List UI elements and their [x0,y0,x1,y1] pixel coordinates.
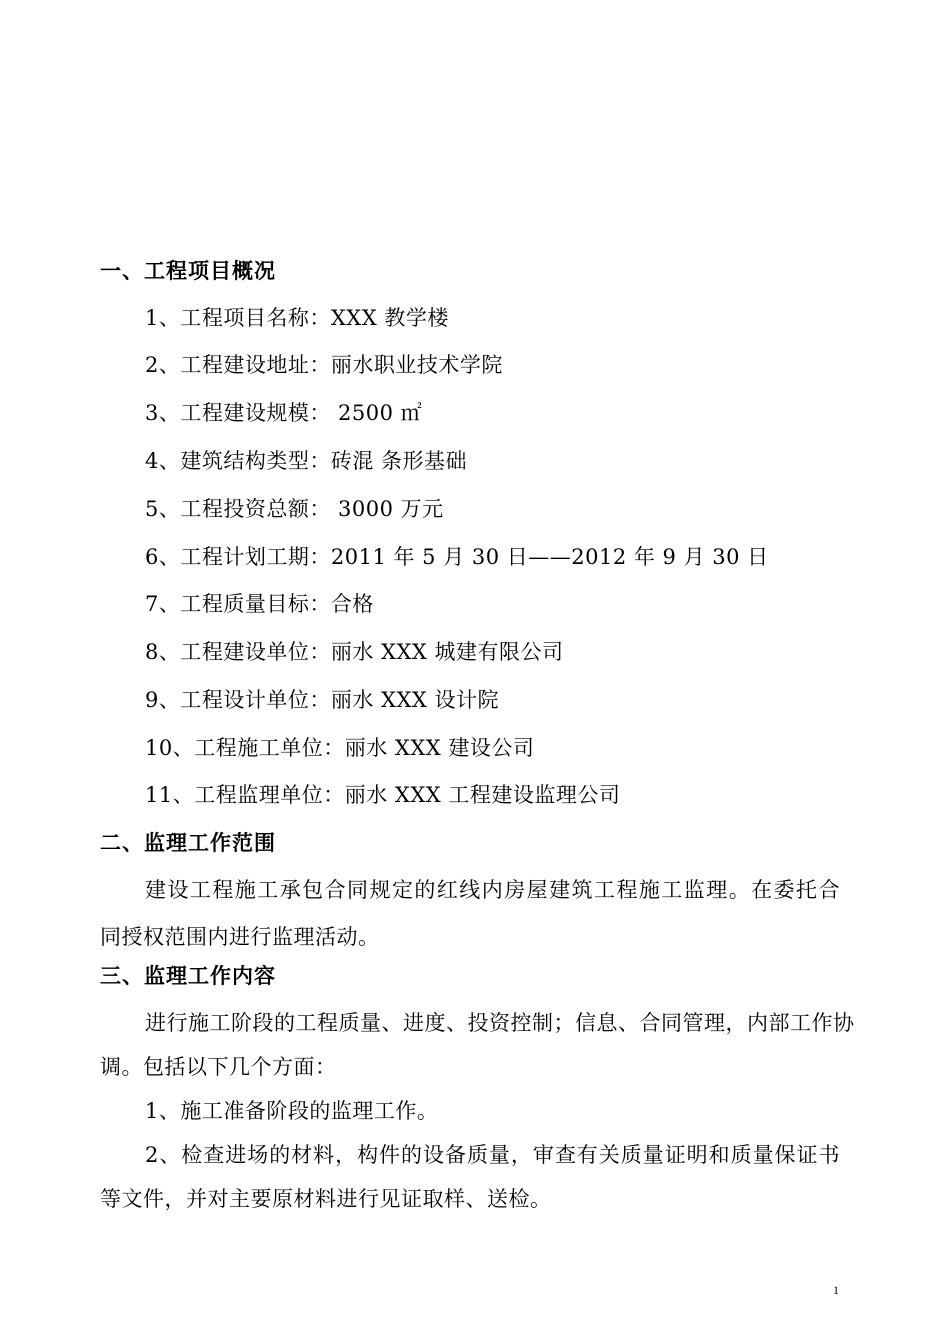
project-item-owner: 8、工程建设单位：丽水 XXX 城建有限公司 [145,640,564,664]
project-item-name: 1、工程项目名称：XXX 教学楼 [145,306,449,330]
project-item-investment: 5、工程投资总额： 3000 万元 [145,497,444,521]
project-item-schedule: 6、工程计划工期：2011 年 5 月 30 日——2012 年 9 月 30 日 [145,545,769,569]
content-item-1: 1、施工准备阶段的监理工作。 [145,1099,439,1123]
project-item-designer: 9、工程设计单位：丽水 XXX 设计院 [145,688,500,712]
page-number: 1 [833,1283,839,1297]
section-heading-supervision-content: 三、监理工作内容 [100,964,276,988]
project-item-supervisor: 11、工程监理单位：丽水 XXX 工程建设监理公司 [145,783,621,807]
project-item-address: 2、工程建设地址：丽水职业技术学院 [145,353,503,377]
section-heading-project-overview: 一、工程项目概况 [100,259,276,283]
content-item-2-line-2: 等文件，并对主要原材料进行见证取样、送检。 [100,1187,552,1211]
content-item-2-line-1: 2、检查进场的材料，构件的设备质量，审查有关质量证明和质量保证书 [145,1143,840,1167]
scope-paragraph-line-1: 建设工程施工承包合同规定的红线内房屋建筑工程施工监理。在委托合 [145,878,840,902]
project-item-scale: 3、工程建设规模： 2500 ㎡ [145,401,423,425]
project-item-quality-target: 7、工程质量目标：合格 [145,592,374,616]
project-item-structure: 4、建筑结构类型：砖混 条形基础 [145,449,468,473]
content-paragraph-line-1: 进行施工阶段的工程质量、进度、投资控制；信息、合同管理，内部工作协 [145,1011,855,1035]
content-paragraph-line-2: 调。包括以下几个方面： [100,1055,337,1079]
scope-paragraph-line-2: 同授权范围内进行监理活动。 [100,925,380,949]
section-heading-supervision-scope: 二、监理工作范围 [100,831,276,855]
project-item-contractor: 10、工程施工单位：丽水 XXX 建设公司 [145,736,535,760]
